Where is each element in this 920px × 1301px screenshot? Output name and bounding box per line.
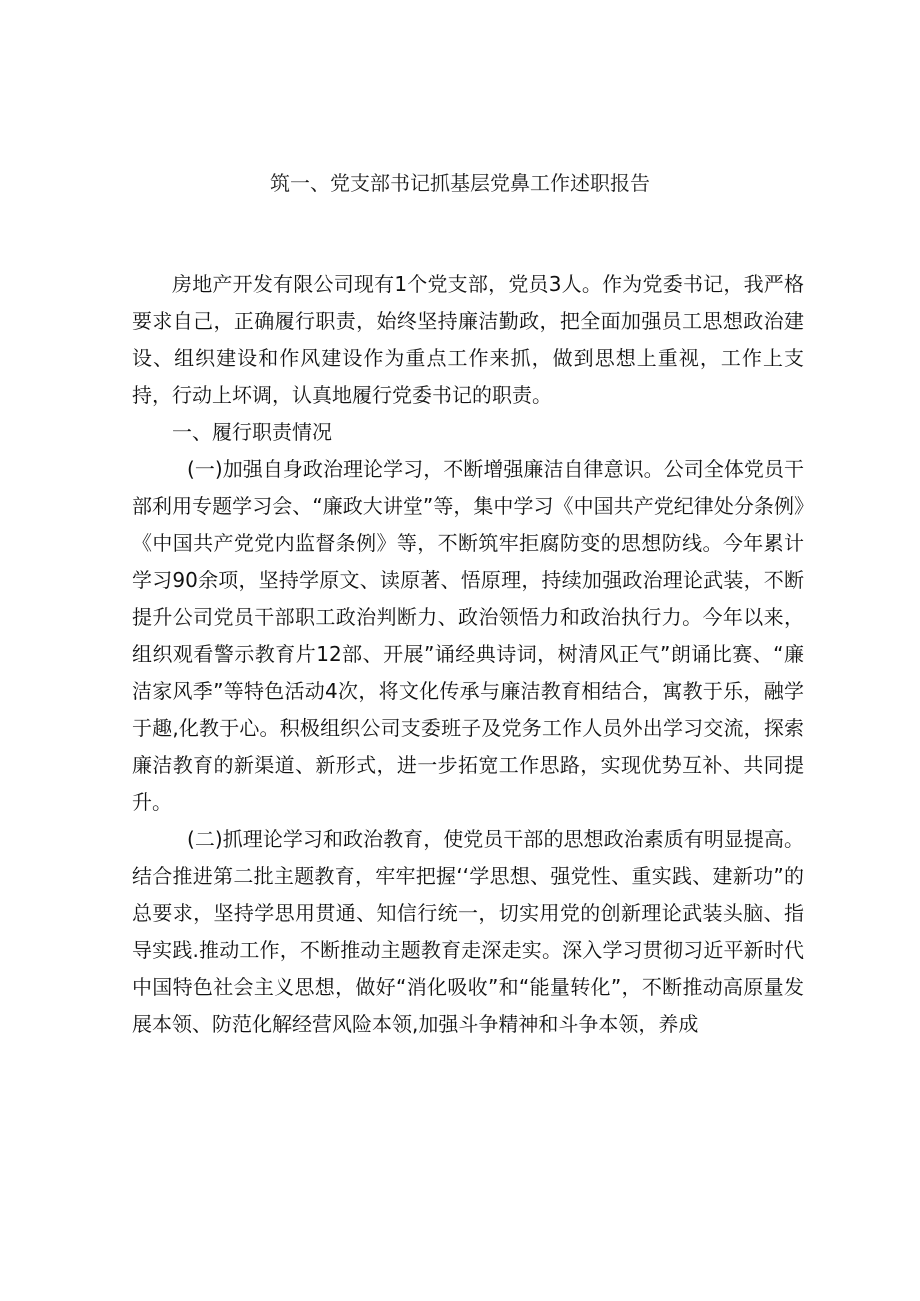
paragraph-section-2: (二)抓理论学习和政治教育，使党员干部的思想政治素质有明显提高。结合推进第二批主题教育，牢牢把握‘‘学思想、强党性、重实践、建新功”的总要求，坚持学思用贯通、知信行统一，切实用党的创新理论武装头脑、指导实践.推动工作，不断推动主题教育走深走实。深入学习贯彻习近平新时代中国特色社会主义思想，做好“消化吸收”和“能量转化”，不断推动高原量发展本领、防范化解经营风险本领,加强斗争精神和斗争本领，养成	[132, 827, 804, 1036]
document-title: 筑一、党支部书记抓基层党鼻工作述职报告	[270, 171, 650, 195]
section-heading: 一、履行职责情况	[172, 420, 332, 444]
paragraph-section-1: (一)加强自身政治理论学习，不断增强廉洁自律意识。公司全体党员干部利用专题学习会、“廉政大讲堂”等，集中学习《中国共产党纪律处分条例》《中国共产党党内监督条例》等，不断筑牢拒腐防变的思想防线。今年累计学习90余项，坚持学原文、读原著、悟原理，持续加强政治理论武装，不断提升公司党员干部职工政治判断力、政治领悟力和政治执行力。今年以来，组织观看警示教育片12部、开展”诵经典诗词，树清风正气”朗诵比赛、“廉洁家风季”等特色活动4次，将文化传承与廉洁教育相结合，寓教于乐，融学于趣,化教于心。积极组织公司支委班子及党务工作人员外出学习交流，探索廉洁教育的新渠道、新形式，进一步拓宽工作思路，实现优势互补、共同提升。	[132, 457, 804, 814]
document-body	[132, 266, 804, 1043]
paragraph-intro: 房地产开发有限公司现有1个党支部，党员3人。作为党委书记，我严格要求自己，正确履行职责，始终坚持廉洁勤政，把全面加强员工思想政治建设、组织建设和作风建设作为重点工作来抓，做到思想上重视，工作上支持，行动上坏调，认真地履行党委书记的职责。	[132, 272, 804, 407]
